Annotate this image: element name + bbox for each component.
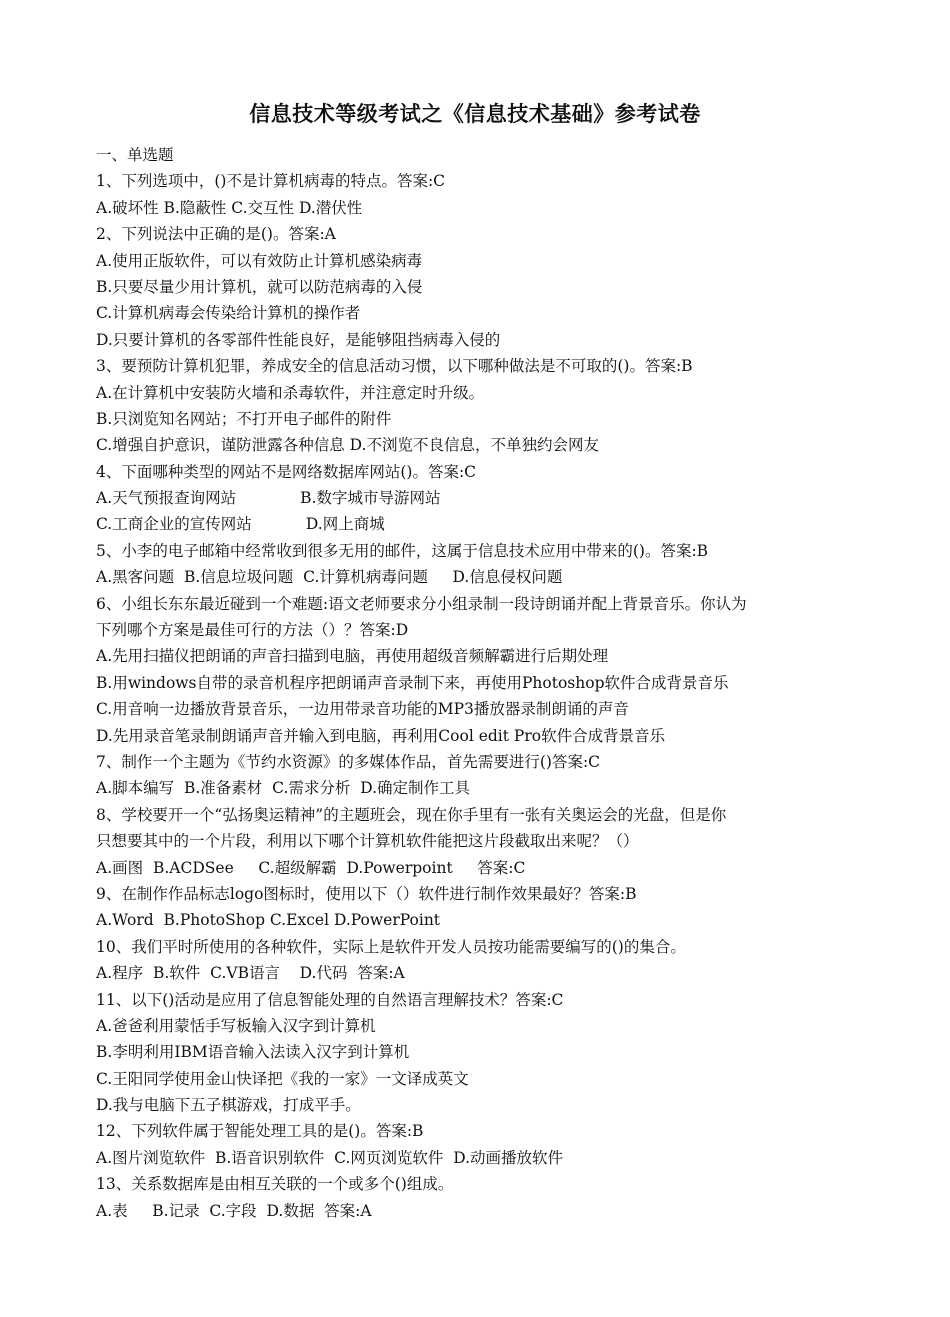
text-line: B.只要尽量少用计算机，就可以防范病毒的入侵 [96, 277, 423, 296]
text-line: 12、下列软件属于智能处理工具的是()。答案:B [96, 1122, 424, 1141]
text-line: 8、学校要开一个“弘扬奥运精神”的主题班会，现在你手里有一张有关奥运会的光盘，但是你 [96, 805, 727, 824]
text-line: 7、制作一个主题为《节约水资源》的多媒体作品，首先需要进行()答案:C [96, 752, 601, 771]
text-line: 4、下面哪种类型的网站不是网络数据库网站()。答案:C [96, 462, 477, 481]
text-line: A.表 B.记录 C.字段 D.数据 答案:A [96, 1201, 372, 1220]
text-line: C.王阳同学使用金山快译把《我的一家》一文译成英文 [96, 1069, 469, 1088]
text-line: 6、小组长东东最近碰到一个难题:语文老师要求分小组录制一段诗朗诵并配上背景音乐。你认为 [96, 594, 747, 613]
text-line: 一、单选题 [96, 146, 174, 164]
text-line: C.增强自护意识，谨防泄露各种信息 D.不浏览不良信息，不单独约会网友 [96, 436, 599, 455]
text-line: D.我与电脑下五子棋游戏，打成平手。 [96, 1096, 361, 1115]
text-line: 2、下列说法中正确的是()。答案:A [96, 225, 336, 244]
text-line: 10、我们平时所使用的各种软件，实际上是软件开发人员按功能需要编写的()的集合。 [96, 937, 686, 956]
text-line: A.爸爸利用蒙恬手写板输入汉字到计算机 [96, 1016, 376, 1035]
text-line: 13、关系数据库是由相互关联的一个或多个()组成。 [96, 1175, 454, 1194]
text-line: 只想要其中的一个片段，利用以下哪个计算机软件能把这片段截取出来呢？（） [96, 832, 639, 851]
text-line: A.天气预报查询网站 B.数字城市导游网站 [96, 489, 441, 508]
text-line: A.破坏性 B.隐蔽性 C.交互性 D.潜伏性 [96, 198, 363, 217]
text-line: B.用windows自带的录音机程序把朗诵声音录制下来，再使用Photoshop软件合成背景音乐 [96, 673, 729, 692]
text-line: A.在计算机中安装防火墙和杀毒软件，并注意定时升级。 [96, 383, 485, 402]
text-line: 1、下列选项中，()不是计算机病毒的特点。答案:C [96, 172, 446, 191]
text-line: A.画图 B.ACDSee C.超级解霸 D.Powerpoint 答案:C [96, 858, 526, 877]
text-line: A.图片浏览软件 B.语音识别软件 C.网页浏览软件 D.动画播放软件 [96, 1148, 564, 1167]
text-line: C.用音响一边播放背景音乐，一边用带录音功能的MP3播放器录制朗诵的声音 [96, 700, 629, 719]
text-line: 下列哪个方案是最佳可行的方法（）？答案:D [96, 621, 409, 640]
text-line: 5、小李的电子邮箱中经常收到很多无用的邮件，这属于信息技术应用中带来的()。答案:B [96, 541, 709, 560]
text-line: A.先用扫描仪把朗诵的声音扫描到电脑，再使用超级音频解霸进行后期处理 [96, 647, 609, 666]
text-line: D.只要计算机的各零部件性能良好，是能够阻挡病毒入侵的 [96, 330, 501, 349]
text-line: A.使用正版软件，可以有效防止计算机感染病毒 [96, 251, 423, 270]
question-list [96, 142, 866, 1224]
document-title: 信息技术等级考试之《信息技术基础》参考试卷 [249, 102, 701, 126]
text-line: 3、要预防计算机犯罪，养成安全的信息活动习惯，以下哪种做法是不可取的()。答案:B [96, 357, 693, 376]
text-line: A.程序 B.软件 C.VB语言 D.代码 答案:A [96, 964, 405, 983]
text-line: A.脚本编写 B.准备素材 C.需求分析 D.确定制作工具 [96, 779, 471, 798]
text-line: A.黑客问题 B.信息垃圾问题 C.计算机病毒问题 D.信息侵权问题 [96, 568, 563, 587]
text-line: C.工商企业的宣传网站 D.网上商城 [96, 515, 385, 534]
text-line: C.计算机病毒会传染给计算机的操作者 [96, 304, 361, 323]
text-line: D.先用录音笔录制朗诵声音并输入到电脑，再利用Cool edit Pro软件合成背景音乐 [96, 726, 666, 745]
text-line: 9、在制作作品标志logo图标时，使用以下（）软件进行制作效果最好？答案:B [96, 884, 637, 903]
text-line: B.李明利用IBM语音输入法读入汉字到计算机 [96, 1043, 410, 1062]
text-line: 11、以下()活动是应用了信息智能处理的自然语言理解技术？答案:C [96, 990, 564, 1009]
text-line: B.只浏览知名网站；不打开电子邮件的附件 [96, 409, 392, 428]
text-line: A.Word B.PhotoShop C.Excel D.PowerPoint [96, 911, 441, 930]
